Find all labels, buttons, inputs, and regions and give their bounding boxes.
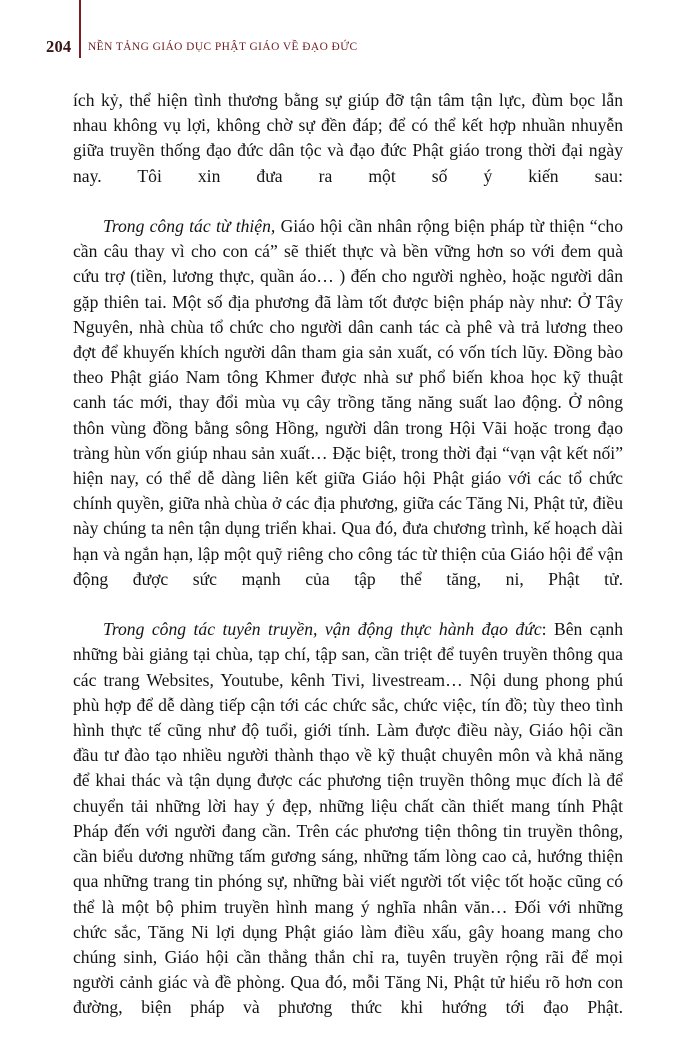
paragraph-1	[73, 88, 623, 214]
paragraph-2-text: Giáo hội cần nhân rộng biện pháp từ thiện “cho cần câu thay vì cho con cá” sẽ thiết thực và bền vững hơn so với đem quà cứu trợ (tiền, lương thực, quần áo… ) đến cho người nghèo, hoặc người dân gặp thiên tai. Một số địa phương đã làm tốt được biện pháp này như: Ở Tây Nguyên, nhà chùa tổ chức cho người dân canh tác cà phê và trả lương theo đợt để khuyến khích người dân tham gia sản xuất, có vốn tích lũy. Đồng bào theo Phật giáo Nam tông Khmer được nhà sư phổ biến khoa học kỹ thuật canh tác mới, thay đổi mùa vụ cây trồng tăng năng suất lao động. Ở nông thôn vùng đồng bằng sông Hồng, người dân trong Hội Vãi hoặc trong đạo tràng hùn vốn giúp nhau sản xuất… Đặc biệt, trong thời đại “vạn vật kết nối” hiện nay, có thể dễ dàng liên kết giữa Giáo hội Phật giáo với các tổ chức chính quyền, giữa nhà chùa ở các địa phương, giữa các Tăng Ni, Phật tử, điều này chúng ta nên tận dụng triển khai. Qua đó, đưa chương trình, kế hoạch dài hạn và ngắn hạn, lập một quỹ riêng cho công tác từ thiện của Giáo hội để vận động được sức mạnh của tập thể tăng, ni, Phật tử.	[73, 216, 623, 589]
paragraph-3	[73, 617, 623, 1045]
paragraph-2	[73, 214, 623, 617]
header-divider-rule	[79, 0, 81, 58]
running-title: NỀN TẢNG GIÁO DỤC PHẬT GIÁO VỀ ĐẠO ĐỨC	[88, 41, 358, 53]
body-text-column	[73, 88, 623, 1046]
paragraph-1-text: ích kỷ, thể hiện tình thương bằng sự giúp đỡ tận tâm tận lực, đùm bọc lẫn nhau không vụ lợi, không chờ sự đền đáp; để có thể kết hợp nhuần nhuyễn giữa truyền thống đạo đức dân tộc và đạo đức Phật giáo trong thời đại ngày nay. Tôi xin đưa ra một số ý kiến sau:	[73, 90, 623, 186]
page-number: 204	[46, 37, 72, 56]
paragraph-2-lead-in: Trong công tác từ thiện,	[103, 216, 276, 237]
running-head	[46, 0, 646, 62]
paragraph-3-text: : Bên cạnh những bài giảng tại chùa, tạp chí, tập san, cần triệt để tuyên truyền thông qua các trang Websites, Youtube, kênh Tivi, livestream… Nội dung phong phú phù hợp để dễ dàng tiếp cận tới các chức sắc, chức việc, tín đồ; tùy theo tình hình thực tế cũng như độ tuổi, giới tính. Làm được điều này, Giáo hội cần đầu tư đào tạo nhiều người thành thạo về kỹ thuật chuyên môn và khả năng để khai thác và tận dụng được các phương tiện truyền thông mục đích là để chuyển tải những lời hay ý đẹp, những liệu chất cần thiết mang tính Phật Pháp đến với người đang cần. Trên các phương tiện thông tin truyền thông, cần biểu dương những tấm gương sáng, những tấm lòng cao cả, hướng thiện qua những trang tin phóng sự, những bài viết người tốt việc tốt hoặc cũng có thể là một bộ phim truyền hình mang ý nghĩa nhân văn… Đối với những chức sắc, Tăng Ni lợi dụng Phật giáo làm điều xấu, gây hoang mang cho chúng sinh, Giáo hội cần thẳng thắn chỉ ra, tuyên truyền rộng rãi để mọi người cảnh giác và đề phòng. Qua đó, mỗi Tăng Ni, Phật tử hiểu rõ hơn con đường, biện pháp và phương thức khi hướng tới đạo Phật.	[73, 619, 624, 1018]
paragraph-3-lead-in: Trong công tác tuyên truyền, vận động thực hành đạo đức	[103, 619, 542, 640]
